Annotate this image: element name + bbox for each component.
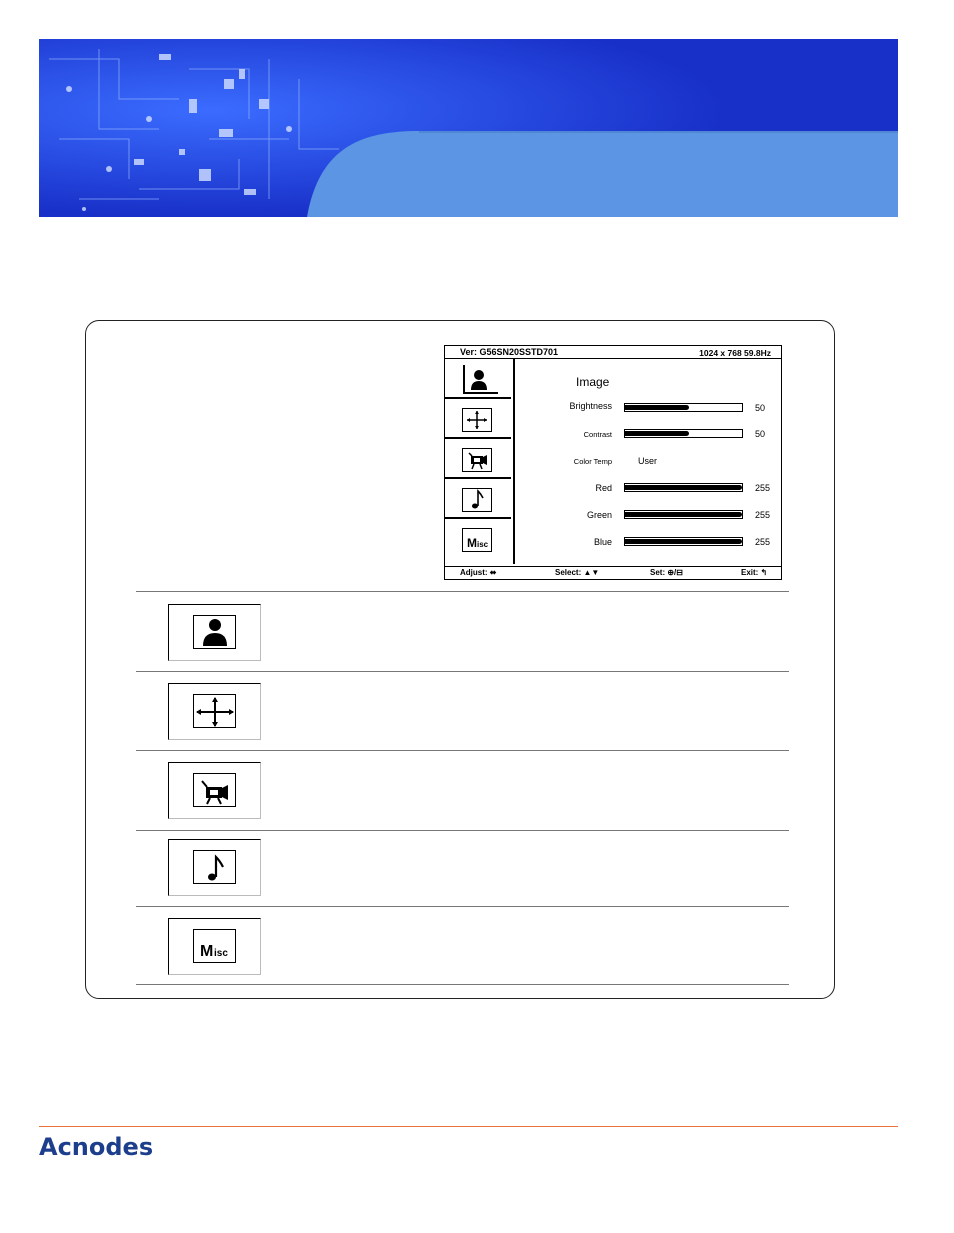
blue-label: Blue [593, 537, 612, 547]
row-position-icon-box [168, 683, 261, 740]
audio-icon [445, 479, 511, 519]
green-fill [625, 512, 742, 517]
osd-hint-set: Set: ⊕/⊟ [650, 568, 683, 577]
osd-menu-screenshot [444, 345, 782, 580]
osd-tab-position[interactable] [445, 399, 511, 439]
banner-wave [39, 39, 898, 217]
osd-hint-exit: Exit: ↰ [741, 568, 768, 577]
row-divider [136, 830, 789, 831]
row-divider [136, 984, 789, 985]
image-icon [445, 359, 511, 399]
contrast-slider[interactable] [624, 429, 743, 438]
row-image-icon-box [168, 604, 261, 661]
brightness-slider[interactable] [624, 403, 743, 412]
color-temp-value[interactable]: User [638, 456, 658, 466]
position-icon [169, 684, 262, 741]
red-fill [625, 485, 742, 490]
green-value: 255 [755, 510, 771, 520]
osd-tab-column [445, 359, 515, 564]
osd-hint-adjust: Adjust: ⬌ [460, 568, 497, 577]
osd-section-title: Image [576, 375, 610, 389]
osd-version: Ver: G56SN20SSTD701 [460, 347, 559, 357]
blue-fill [625, 539, 742, 544]
audio-icon [169, 840, 262, 897]
position-icon [445, 399, 511, 439]
row-video-icon-box [168, 762, 261, 819]
brightness-label: Brightness [569, 401, 612, 411]
row-divider [136, 906, 789, 907]
osd-tab-misc[interactable] [445, 519, 511, 559]
osd-tab-audio[interactable] [445, 479, 511, 519]
blue-slider[interactable] [624, 537, 743, 546]
row-audio-icon-box [168, 839, 261, 896]
green-label: Green [586, 510, 612, 520]
misc-icon [169, 919, 262, 976]
contrast-value: 50 [755, 429, 766, 439]
green-slider[interactable] [624, 510, 743, 519]
red-label: Red [595, 483, 612, 493]
contrast-fill [625, 431, 689, 436]
header-banner [39, 39, 898, 217]
acnodes-logo [39, 1131, 199, 1167]
svg-text:isc: isc [477, 540, 489, 549]
misc-icon [445, 519, 511, 559]
video-icon [169, 763, 262, 820]
contrast-label: Contrast [583, 430, 612, 439]
acnodes-logo-mark [39, 1131, 199, 1161]
osd-resolution: 1024 x 768 59.8Hz [699, 348, 771, 358]
image-icon [169, 605, 262, 662]
svg-text:isc: isc [214, 948, 228, 959]
brightness-fill [625, 405, 689, 410]
row-misc-icon-box [168, 918, 261, 975]
osd-tab-video[interactable] [445, 439, 511, 479]
osd-footer [445, 566, 781, 579]
blue-value: 255 [755, 537, 771, 547]
osd-tab-image[interactable] [445, 359, 511, 399]
color-temp-label: Color Temp [573, 457, 612, 466]
row-divider [136, 671, 789, 672]
svg-text:M: M [467, 536, 477, 550]
row-divider [136, 750, 789, 751]
osd-hint-select: Select: ▲▼ [555, 568, 600, 577]
brightness-value: 50 [755, 403, 766, 413]
red-value: 255 [755, 483, 771, 493]
video-icon [445, 439, 511, 479]
svg-text:M: M [200, 943, 214, 960]
logo-text: Acnodes [39, 1133, 154, 1161]
red-slider[interactable] [624, 483, 743, 492]
osd-header [445, 346, 781, 359]
row-divider [136, 591, 789, 592]
footer-rule [39, 1126, 898, 1127]
